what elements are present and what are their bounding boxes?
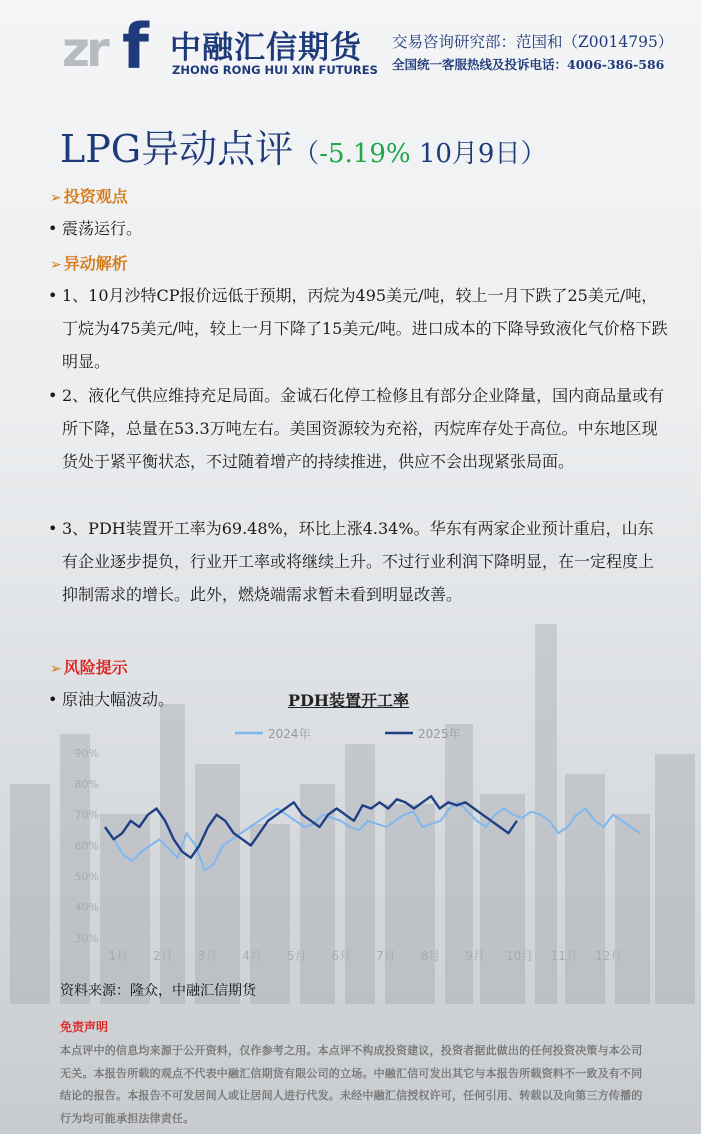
bullet-dot: •	[48, 519, 58, 538]
section-view-title: 投资观点	[63, 187, 128, 206]
bullet-dot: •	[48, 386, 58, 405]
legend-label: 2024年	[268, 727, 311, 741]
disclaimer-title: 免责声明	[60, 1020, 109, 1034]
header	[0, 0, 701, 95]
bullet-dot: •	[48, 219, 58, 238]
section-analysis-title: 异动解析	[63, 254, 128, 273]
section-risk-heading	[50, 655, 128, 678]
x-tick-label: 3月	[197, 949, 218, 963]
series-line-1	[105, 802, 640, 870]
section-risk-title: 风险提示	[63, 658, 128, 677]
legend-label: 2025年	[418, 727, 461, 741]
analysis-bullet-1	[48, 279, 668, 378]
risk-text: 原油大幅波动。	[62, 690, 175, 709]
contact-analyst: 交易咨询研究部：范国和（Z0014795）	[392, 33, 674, 51]
y-tick-label: 70%	[74, 808, 99, 822]
logo-mark-f: f	[122, 10, 149, 83]
y-tick-label: 80%	[74, 777, 99, 791]
analysis-bullet-2	[48, 379, 668, 478]
x-tick-label: 9月	[465, 949, 485, 963]
data-source: 资料来源：隆众，中融汇信期货	[60, 983, 256, 999]
title-paren: （	[293, 139, 320, 169]
disclaimer-text: 本点评中的信息均来源于公开资料，仅作参考之用。本点评不构成投资建议，投资者据此做出的任何投资决策与本公司无关。本报告所载的观点不代表中融汇信期货有限公司的立场。中融汇信可发出其它与本报告所载资料不一致及有不同结论的报告。本报告不可发居间人或让居间人进行代发。未经中融汇信授权许可，任何引用、转载以及向第三方传播的行为均可能承担法律责任。	[60, 1044, 643, 1125]
price-change: -5.19%	[319, 139, 411, 169]
chart-title: PDH装置开工率	[288, 691, 410, 710]
arrow-icon: ➢	[50, 257, 62, 273]
view-bullet	[48, 212, 668, 245]
pdh-utilization-chart	[55, 718, 655, 973]
series-line-2	[105, 796, 517, 858]
logo-company-name: 中融汇信期货	[170, 30, 362, 66]
analysis-text-1: 1、10月沙特CP报价远低于预期，丙烷为495美元/吨，较上一月下跌了25美元/吨，丁烷为475美元/吨，较上一月下降了15美元/吨。进口成本的下降导致液化气价格下跌明显。	[62, 286, 668, 371]
y-tick-label: 60%	[74, 839, 99, 853]
y-tick-label: 30%	[74, 932, 99, 945]
logo-company-name-en: ZHONG RONG HUI XIN FUTURES	[172, 63, 378, 77]
analysis-text-3: 3、PDH装置开工率为69.48%，环比上涨4.34%。华东有两家企业预计重启，山东有企业逐步提负，行业开工率或将继续上升。不过行业利润下降明显，在一定程度上抑制需求的增长。此外，燃烧端需求暂未看到明显改善。	[62, 519, 655, 604]
y-tick-label: 90%	[74, 747, 99, 760]
x-tick-label: 6月	[331, 949, 352, 963]
x-tick-label: 7月	[376, 949, 396, 963]
y-tick-label: 40%	[74, 901, 99, 915]
title-main: LPG异动点评	[60, 127, 294, 171]
contact-hotline: 全国统一客服热线及投诉电话：4006-386-586	[392, 57, 665, 72]
analysis-text-2: 2、液化气供应维持充足局面。金诚石化停工检修且有部分企业降量，国内商品量或有所下降，总量在53.3万吨左右。美国资源较为充裕，丙烷库存处于高位。中东地区现货处于紧平衡状态，不过随着增产的持续推进，供应不会出现紧张局面。	[62, 386, 665, 471]
section-view-heading	[50, 184, 128, 207]
x-tick-label: 12月	[595, 949, 623, 963]
arrow-icon: ➢	[50, 661, 62, 677]
page-title	[60, 118, 546, 173]
x-tick-label: 1月	[108, 949, 129, 963]
arrow-icon: ➢	[50, 190, 62, 206]
y-tick-label: 50%	[74, 870, 99, 884]
x-tick-label: 11月	[550, 949, 578, 963]
x-tick-label: 4月	[242, 949, 262, 963]
logo-mark: zr	[62, 22, 106, 78]
view-text: 震荡运行。	[62, 219, 143, 238]
x-tick-label: 8月	[420, 949, 441, 963]
x-tick-label: 2月	[153, 949, 173, 963]
analysis-bullet-3	[48, 512, 668, 611]
bullet-dot: •	[48, 690, 58, 709]
risk-bullet	[48, 683, 288, 716]
bullet-dot: •	[48, 286, 58, 305]
section-analysis-heading	[50, 251, 128, 274]
x-tick-label: 5月	[286, 949, 307, 963]
title-date: 10月9日）	[410, 139, 547, 169]
x-tick-label: 10月	[505, 949, 534, 963]
